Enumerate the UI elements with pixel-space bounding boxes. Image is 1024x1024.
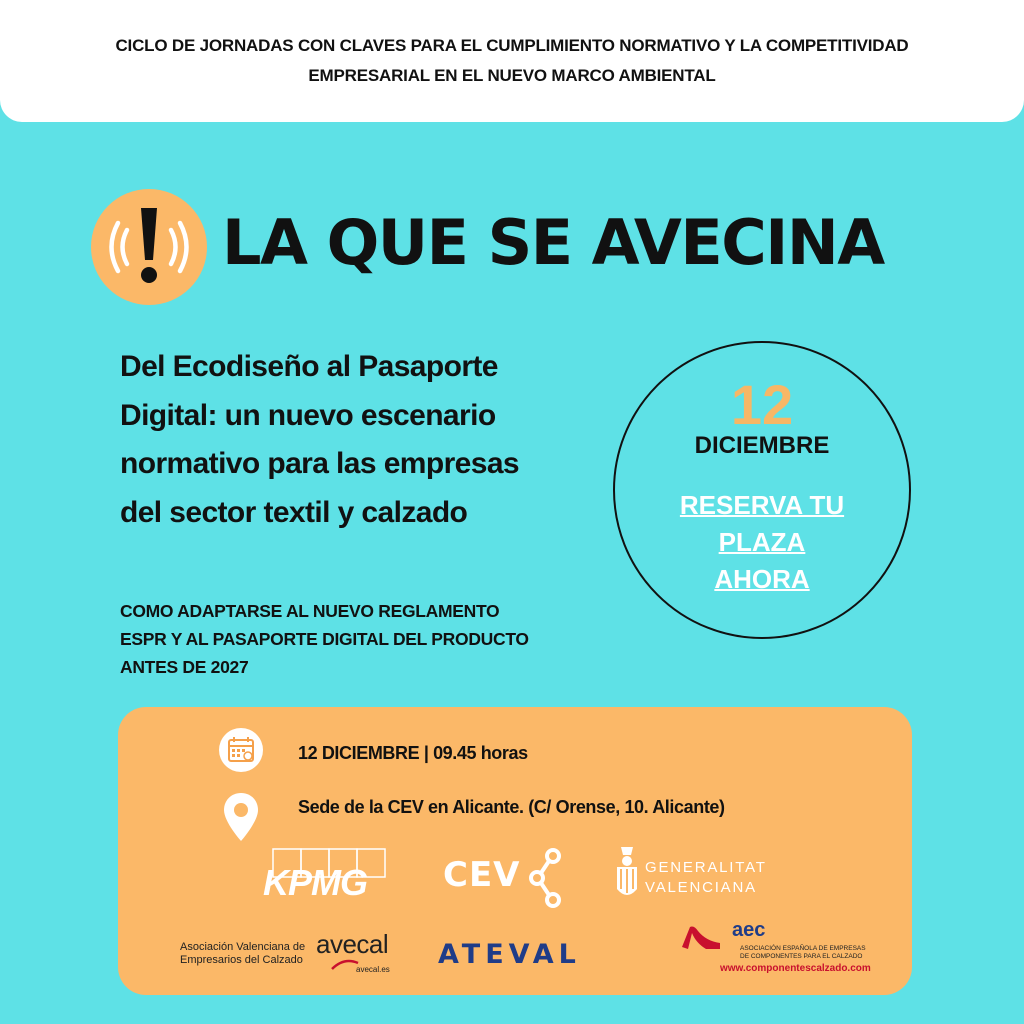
cev-logo-text: CEV	[443, 855, 521, 895]
event-subtitle: Del Ecodiseño al Pasaporte Digital: un nuevo escenario normativo para las empresas del sector textil y calzado	[120, 350, 519, 529]
avecal-brand: avecal	[316, 929, 389, 959]
location-pin-icon	[222, 791, 260, 843]
kpmg-logo-text: KPMG	[263, 862, 367, 903]
avecal-line-2: Empresarios del Calzado	[180, 954, 303, 966]
event-description: COMO ADAPTARSE AL NUEVO REGLAMENTO ESPR Y AL PASAPORTE DIGITAL DEL PRODUCTO ANTES DE 2027	[120, 601, 529, 677]
avecal-logo	[180, 929, 400, 979]
avecal-line-1: Asociación Valenciana de	[180, 941, 306, 953]
gv-coat-of-arms-icon	[613, 845, 641, 907]
date-circle	[613, 341, 911, 639]
date-month: DICIEMBRE	[694, 432, 830, 459]
cta-line-1: RESERVA TU	[679, 490, 845, 520]
generalitat-valenciana-logo	[613, 843, 783, 907]
header-banner	[0, 0, 1024, 122]
event-info-box	[118, 707, 912, 995]
gv-line-1: GENERALITAT	[645, 859, 767, 876]
avecal-domain: avecal.es	[356, 965, 390, 974]
calendar-icon	[218, 727, 264, 773]
main-title: LA QUE SE AVECINA	[222, 206, 884, 279]
kpmg-logo	[263, 847, 393, 905]
ateval-logo-text: ATEVAL	[438, 939, 581, 970]
cta-line-2: PLAZA	[718, 527, 806, 557]
aec-line-2: DE COMPONENTES PARA EL CALZADO	[740, 953, 863, 960]
date-day: 12	[730, 373, 794, 436]
gv-line-2: VALENCIANA	[645, 879, 757, 896]
reserve-seat-link[interactable]	[645, 487, 879, 598]
header-line-1: CICLO DE JORNADAS CON CLAVES PARA EL CUMPLIMIENTO NORMATIVO Y LA COMPETITIVIDAD	[115, 36, 909, 55]
cev-nodes-icon	[527, 847, 567, 911]
header-line-2: EMPRESARIAL EN EL NUEVO MARCO AMBIENTAL	[308, 66, 716, 85]
event-date-time: 12 DICIEMBRE | 09.45 horas	[298, 743, 528, 763]
ateval-logo	[438, 939, 638, 975]
alert-exclamation-icon	[90, 188, 208, 306]
aec-line-1: ASOCIACIÓN ESPAÑOLA DE EMPRESAS	[740, 945, 866, 952]
cev-logo	[443, 847, 568, 911]
cta-line-3: AHORA	[714, 564, 810, 594]
aec-shoe-icon	[680, 923, 722, 953]
aec-logo	[680, 919, 890, 989]
aec-brand: aec	[732, 919, 766, 941]
event-location: Sede de la CEV en Alicante. (C/ Orense, 10. Alicante)	[298, 797, 725, 817]
aec-url[interactable]: www.componentescalzado.com	[720, 963, 871, 974]
